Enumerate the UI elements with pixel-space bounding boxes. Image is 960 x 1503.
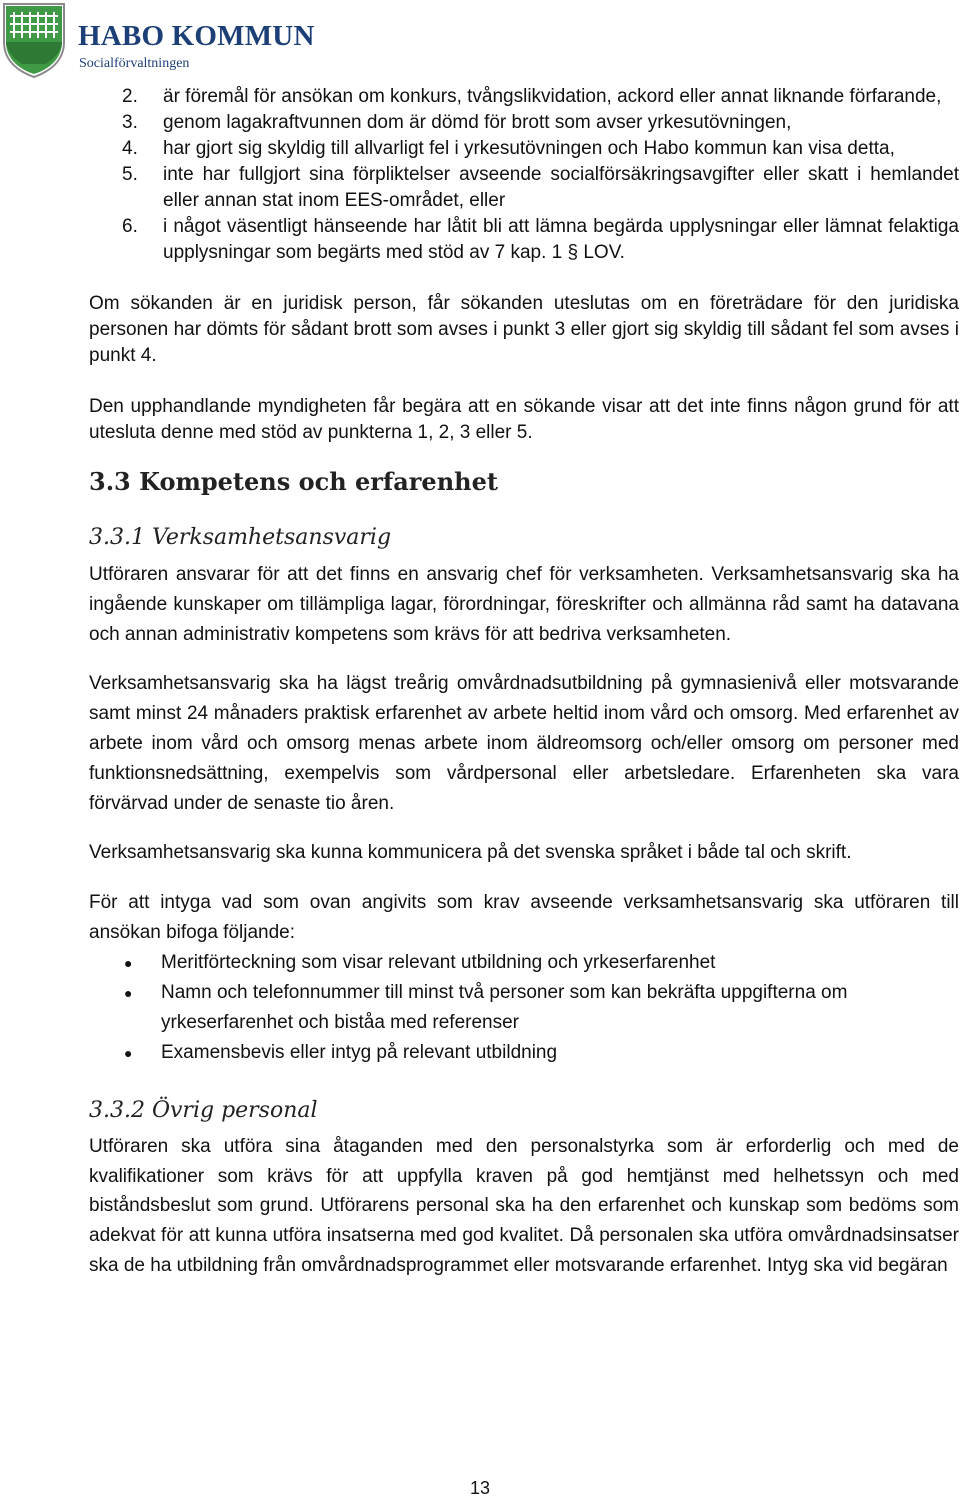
- list-number: 4.: [122, 138, 138, 159]
- list-number: 2.: [122, 86, 138, 107]
- list-item-text: inte har fullgjort sina förpliktelser avseende socialförsäkringsavgifter eller skatt i hemlandet eller annan stat inom EES-området, eller: [163, 164, 959, 211]
- bullet-icon: ●: [124, 954, 133, 971]
- list-number: 5.: [122, 164, 138, 185]
- list-item-text: i något väsentligt hänseende har låtit bli att lämna begärda upplysningar eller lämnat felaktiga upplysningar som begärts med stöd av 7 kap. 1 § LOV.: [163, 216, 959, 263]
- paragraph: Verksamhetsansvarig ska ha lägst treårig omvårdnadsutbildning på gymnasienivå eller motsvarande samt minst 24 månaders praktisk erfarenhet av arbete heltid inom vård och omsorg. Med erfarenhet av arbete inom vård och omsorg menas arbete inom äldreomsorg och/eller omsorg om personer med funktionsnedsättning, exempelvis som vårdpersonal eller arbetsledare. Erfarenheten ska vara förvärvad under de senaste tio åren.: [89, 673, 959, 814]
- list-item: [89, 84, 959, 110]
- paragraph: Verksamhetsansvarig ska kunna kommunicera på det svenska språket i både tal och skrift.: [89, 842, 852, 864]
- bullet-icon: ●: [124, 1044, 133, 1061]
- subsection-heading: 3.3.1 Verksamhetsansvarig: [89, 525, 392, 550]
- list-item-text: Meritförteckning som visar relevant utbildning och yrkeserfarenhet: [161, 951, 716, 973]
- list-item: [89, 214, 959, 266]
- page-header: [0, 0, 400, 78]
- document-body: [89, 84, 959, 1281]
- paragraph-juridisk-person: Om sökanden är en juridisk person, får sökanden uteslutas om en företrädare för den juridiska personen har dömts för sådant brott som avses i punkt 3 eller gjort sig skyldig till sådant fel som avses i punkt 4.: [89, 293, 959, 366]
- attachment-list: [89, 948, 959, 1068]
- org-name: HABO KOMMUN: [78, 20, 315, 52]
- list-item: [89, 162, 959, 214]
- list-item: [89, 948, 959, 978]
- list-number: 3.: [122, 112, 138, 133]
- list-item: [89, 110, 959, 136]
- list-item-text: är föremål för ansökan om konkurs, tvångslikvidation, ackord eller annat liknande förfarande,: [163, 86, 942, 107]
- paragraph-upphandlande-myndighet: Den upphandlande myndigheten får begära att en sökande visar att det inte finns någon grund för att utesluta denne med stöd av punkterna 1, 2, 3 eller 5.: [89, 396, 959, 443]
- exclusion-grounds-list: [89, 84, 959, 266]
- list-item-text: har gjort sig skyldig till allvarligt fel i yrkesutövningen och Habo kommun kan visa detta,: [163, 138, 895, 159]
- bullet-icon: ●: [124, 984, 133, 1001]
- list-item: [89, 978, 959, 1038]
- subsection-heading: 3.3.2 Övrig personal: [89, 1097, 318, 1123]
- paragraph: Utföraren ansvarar för att det finns en ansvarig chef för verksamheten. Verksamhetsansvarig ska ha ingående kunskaper om tillämpliga lagar, förordningar, föreskrifter och allmänna råd samt ha datavana och annan administrativ kompetens som krävs för att bedriva verksamheten.: [89, 564, 959, 645]
- list-item-text: genom lagakraftvunnen dom är dömd för brott som avser yrkesutövningen,: [163, 112, 792, 133]
- paragraph: Utföraren ska utföra sina åtaganden med den personalstyrka som är erforderlig och med de kvalifikationer som krävs för att uppfylla kraven på god hemtjänst med helhetssyn och med biståndsbeslut som grund. Utförarens personal ska ha den erfarenhet och kunskap som bedöms som adekvat för att kunna utföra insatserna med god kvalitet. Då personalen ska utföra omvårdnadsinsatser ska de ha utbildning från omvårdnadsprogrammet eller motsvarande erfarenhet. Intyg ska vid begäran: [89, 1135, 959, 1276]
- list-item-text: Namn och telefonnummer till minst två personer som kan bekräfta uppgifterna om yrkeserfarenhet och biståa med referenser: [161, 981, 848, 1033]
- list-item: [89, 1038, 959, 1068]
- section-heading: 3.3 Kompetens och erfarenhet: [89, 467, 498, 496]
- paragraph: För att intyga vad som ovan angivits som krav avseende verksamhetsansvarig ska utföraren till ansökan bifoga följande:: [89, 892, 959, 943]
- page-number: 13: [469, 1478, 491, 1498]
- list-number: 6.: [122, 216, 138, 237]
- municipal-shield-icon: [2, 2, 66, 78]
- org-department: Socialförvaltningen: [79, 56, 190, 71]
- list-item: [89, 136, 959, 162]
- list-item-text: Examensbevis eller intyg på relevant utbildning: [161, 1041, 558, 1063]
